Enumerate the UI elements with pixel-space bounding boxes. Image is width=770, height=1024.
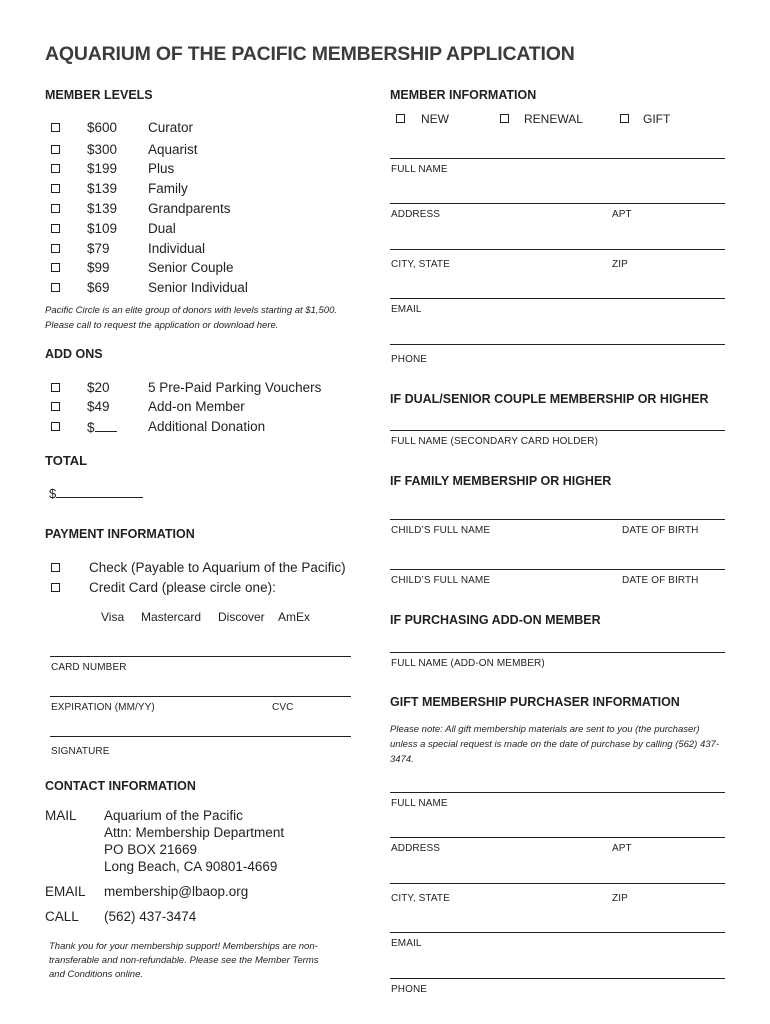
contact-phone: (562) 437-3474 (104, 909, 197, 924)
checkbox[interactable] (51, 164, 60, 173)
gift-email-line[interactable] (390, 932, 725, 933)
member-info-heading: MEMBER INFORMATION (390, 88, 537, 102)
gift-full-name-line[interactable] (390, 792, 725, 793)
gift-full-name-label: FULL NAME (391, 798, 448, 809)
addon-member-label: FULL NAME (ADD-ON MEMBER) (391, 658, 545, 669)
contact-email-link[interactable]: membership@lbaop.org (104, 884, 249, 899)
card-amex[interactable]: AmEx (278, 610, 311, 624)
add-on-price: $ (87, 420, 95, 435)
checkbox[interactable] (51, 422, 60, 431)
gift-zip-label: ZIP (612, 893, 628, 904)
gift-address-label: ADDRESS (391, 843, 441, 854)
apt-label: APT (612, 209, 632, 220)
thank-you-note: Thank you for your membership support! Memberships are non-transferable and non-refundable. Please see the Member Terms and Conditions online. (49, 941, 319, 980)
email-line[interactable] (390, 298, 725, 299)
card-mastercard[interactable]: Mastercard (141, 610, 202, 624)
city-state-line[interactable] (390, 249, 725, 250)
card-number-line[interactable] (50, 656, 351, 657)
level-price: $139 (87, 181, 118, 196)
member-level-row[interactable] (0, 221, 360, 239)
zip-label: ZIP (612, 259, 628, 270)
level-name: Aquarist (148, 142, 198, 157)
checkbox[interactable] (51, 263, 60, 272)
total-field[interactable] (49, 485, 143, 501)
add-on-row[interactable] (0, 380, 360, 398)
level-price: $600 (87, 120, 118, 135)
total-heading: TOTAL (45, 453, 88, 468)
add-on-row[interactable] (0, 419, 360, 437)
dual-heading: IF DUAL/SENIOR COUPLE MEMBERSHIP OR HIGHER (390, 392, 709, 406)
child-dob-label: DATE OF BIRTH (622, 575, 699, 586)
full-name-line[interactable] (390, 158, 725, 159)
level-name: Curator (148, 120, 194, 135)
email-field-label: EMAIL (391, 304, 422, 315)
type-label: GIFT (643, 112, 671, 126)
address-label: ADDRESS (391, 209, 441, 220)
level-price: $99 (87, 260, 110, 275)
level-price: $300 (87, 142, 118, 157)
add-on-row[interactable] (0, 399, 360, 417)
checkbox[interactable] (500, 114, 509, 123)
gift-email-label: EMAIL (391, 938, 422, 949)
type-label: NEW (421, 112, 449, 126)
type-new[interactable] (392, 112, 492, 128)
checkbox[interactable] (51, 383, 60, 392)
pacific-circle-note: Pacific Circle is an elite group of donors with levels starting at $1,500. Please call to request the application or download here. (45, 305, 338, 331)
type-gift[interactable] (616, 112, 696, 128)
total-prefix: $ (49, 486, 57, 501)
checkbox[interactable] (51, 563, 60, 572)
member-level-row[interactable] (0, 142, 360, 160)
add-on-price: $20 (87, 380, 110, 395)
checkbox[interactable] (51, 145, 60, 154)
gift-city-state-label: CITY, STATE (391, 893, 450, 904)
signature-label: SIGNATURE (51, 746, 110, 757)
cvc-label: CVC (272, 702, 294, 713)
add-ons-heading: ADD ONS (45, 347, 103, 361)
member-level-row[interactable] (0, 161, 360, 179)
mail-label: MAIL (45, 808, 77, 823)
card-visa[interactable]: Visa (101, 610, 125, 624)
checkbox[interactable] (51, 402, 60, 411)
signature-line[interactable] (50, 736, 351, 737)
level-name: Grandparents (148, 201, 231, 216)
call-label: CALL (45, 909, 79, 924)
total-blank[interactable] (56, 485, 143, 498)
payment-heading: PAYMENT INFORMATION (45, 527, 195, 541)
card-number-label: CARD NUMBER (51, 662, 127, 673)
member-level-row[interactable] (0, 241, 360, 259)
gift-city-state-line[interactable] (390, 883, 725, 884)
gift-phone-line[interactable] (390, 978, 725, 979)
gift-phone-label: PHONE (391, 984, 428, 995)
contact-heading: CONTACT INFORMATION (45, 779, 196, 793)
mail-line: Attn: Membership Department (104, 825, 285, 840)
addon-member-heading: IF PURCHASING ADD-ON MEMBER (390, 613, 601, 627)
level-price: $139 (87, 201, 118, 216)
level-name: Senior Couple (148, 260, 234, 275)
add-on-name: 5 Pre-Paid Parking Vouchers (148, 380, 322, 395)
checkbox[interactable] (51, 204, 60, 213)
phone-line[interactable] (390, 344, 725, 345)
address-line[interactable] (390, 203, 725, 204)
gift-address-line[interactable] (390, 837, 725, 838)
family-heading: IF FAMILY MEMBERSHIP OR HIGHER (390, 474, 612, 488)
child-dob-label: DATE OF BIRTH (622, 525, 699, 536)
member-level-row[interactable] (0, 280, 360, 298)
member-level-row[interactable] (0, 181, 360, 199)
checkbox[interactable] (51, 283, 60, 292)
add-on-name: Add-on Member (148, 399, 245, 414)
level-name: Plus (148, 161, 175, 176)
add-on-price: $49 (87, 399, 110, 414)
mail-line: Long Beach, CA 90801-4669 (104, 859, 278, 874)
level-name: Family (148, 181, 188, 196)
expiration-label: EXPIRATION (MM/YY) (51, 702, 155, 713)
level-name: Senior Individual (148, 280, 248, 295)
donation-amount-blank[interactable] (95, 419, 117, 432)
level-price: $109 (87, 221, 118, 236)
member-level-row[interactable] (0, 260, 360, 278)
child-1-line[interactable] (390, 519, 725, 520)
level-name: Individual (148, 241, 206, 256)
level-name: Dual (148, 221, 176, 236)
card-discover[interactable]: Discover (218, 610, 265, 624)
gift-heading: GIFT MEMBERSHIP PURCHASER INFORMATION (390, 695, 680, 709)
child-name-label: CHILD’S FULL NAME (391, 575, 491, 586)
child-2-line[interactable] (390, 569, 725, 570)
payment-option-check[interactable] (0, 560, 360, 578)
add-on-name: Additional Donation (148, 419, 266, 434)
addon-member-line[interactable] (390, 652, 725, 653)
type-renewal[interactable] (496, 112, 606, 128)
page-title: AQUARIUM OF THE PACIFIC MEMBERSHIP APPLICATION (45, 43, 575, 65)
member-level-row[interactable] (0, 201, 360, 219)
city-state-label: CITY, STATE (391, 259, 450, 270)
type-label: RENEWAL (524, 112, 583, 126)
full-name-label: FULL NAME (391, 164, 448, 175)
checkbox[interactable] (51, 583, 60, 592)
level-price: $79 (87, 241, 110, 256)
payment-option-credit[interactable] (0, 580, 360, 598)
checkbox[interactable] (396, 114, 405, 123)
secondary-name-line[interactable] (390, 430, 725, 431)
checkbox[interactable] (51, 123, 60, 132)
gift-note: Please note: All gift membership materials are sent to you (the purchaser) unless a special request is made on the date of purchase by calling (562) 437-3474. (390, 724, 720, 765)
checkbox[interactable] (51, 224, 60, 233)
child-name-label: CHILD’S FULL NAME (391, 525, 491, 536)
payment-option-label: Check (Payable to Aquarium of the Pacific) (89, 560, 346, 575)
checkbox[interactable] (620, 114, 629, 123)
expiration-line[interactable] (50, 696, 351, 697)
gift-apt-label: APT (612, 843, 632, 854)
mail-line: Aquarium of the Pacific (104, 808, 243, 823)
checkbox[interactable] (51, 184, 60, 193)
phone-field-label: PHONE (391, 354, 428, 365)
secondary-name-label: FULL NAME (SECONDARY CARD HOLDER) (391, 436, 599, 447)
level-price: $69 (87, 280, 110, 295)
member-level-row[interactable] (0, 120, 360, 138)
member-levels-heading: MEMBER LEVELS (45, 88, 153, 102)
checkbox[interactable] (51, 244, 60, 253)
mail-line: PO BOX 21669 (104, 842, 198, 857)
email-label: EMAIL (45, 884, 86, 899)
payment-option-label: Credit Card (please circle one): (89, 580, 276, 595)
level-price: $199 (87, 161, 118, 176)
